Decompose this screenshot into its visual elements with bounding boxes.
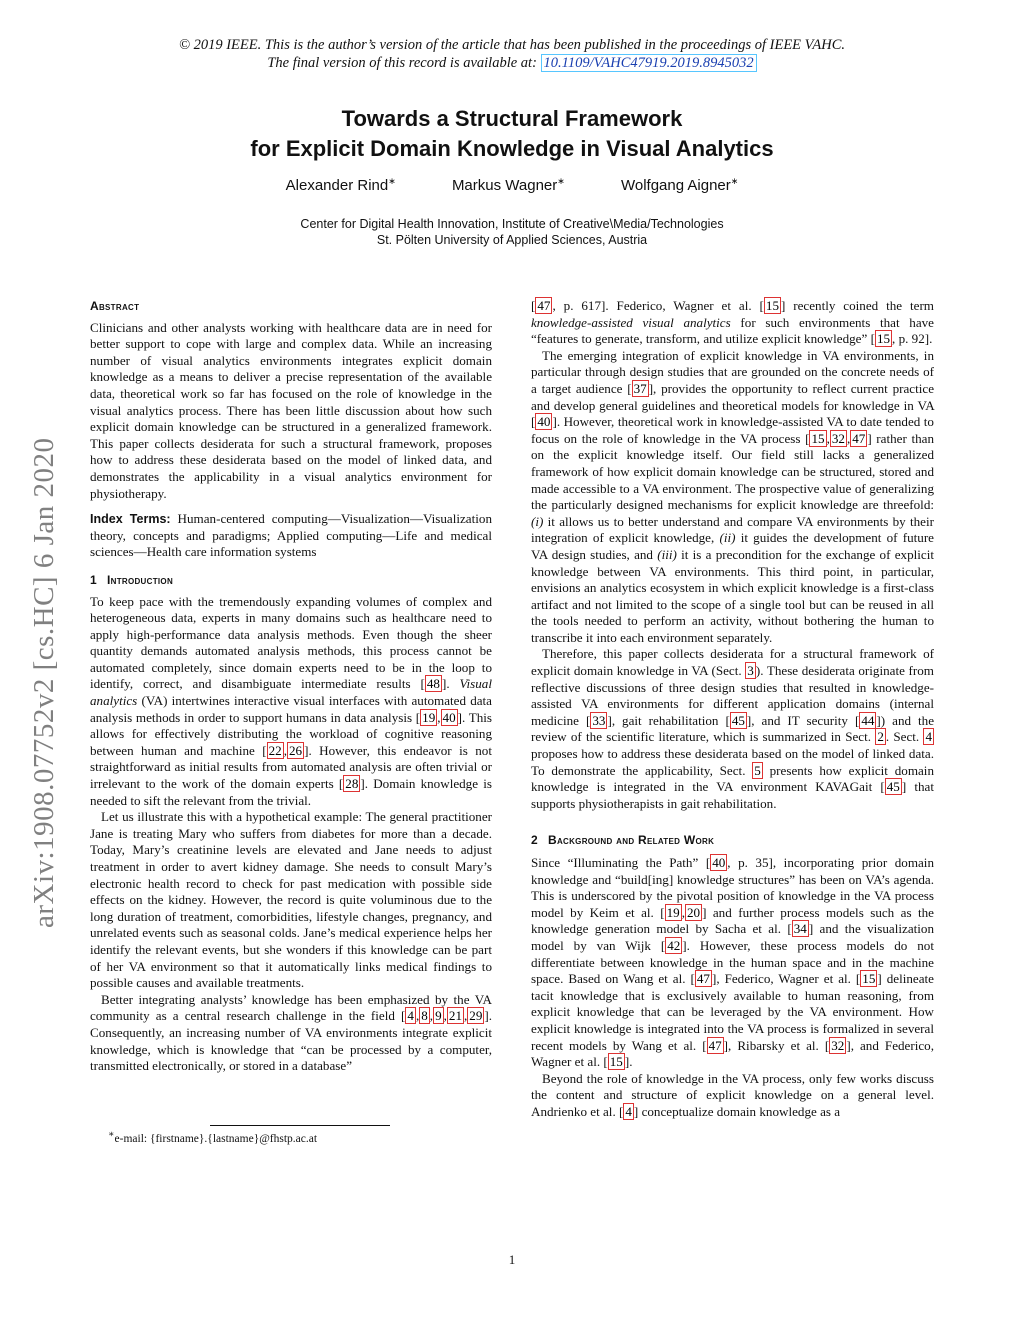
- abstract-heading: Abstract: [90, 299, 140, 313]
- citation[interactable]: 47: [708, 1037, 722, 1053]
- citation[interactable]: 48: [426, 676, 440, 692]
- citation[interactable]: 4: [407, 1008, 414, 1024]
- footnote: [90, 1128, 492, 1146]
- citation[interactable]: 4: [625, 1103, 632, 1119]
- author-footnote-mark: ∗: [730, 176, 739, 186]
- author-footnote-mark: ∗: [557, 176, 565, 186]
- author-1: Alexander Rind∗: [285, 176, 396, 194]
- intro-paragraph-3-continued: [ 47 , p. 617]. Federico, Wagner et al. [ 15 ] recently coined the term knowledge-assisted visual analytics for such environments that have “features to generate, transform, and utilize explicit knowledge” [ 15 , p. 92].: [531, 298, 934, 347]
- title-line-2: for Explicit Domain Knowledge in Visual Analytics: [250, 136, 774, 161]
- intro-paragraph-3: Better integrating analysts’ knowledge has been emphasized by the VA community as a central research challenge in the field [ 4 , 8 , 9 , 21 , 29 ]. Consequently, an increasing number of VA environments integrate explicit knowledge, which is knowledge that “can be processed by a computer, transmitted electronically, or stored in a database”: [90, 991, 492, 1074]
- notice-line-2-prefix: The final version of this record is available at:: [267, 55, 541, 71]
- citation[interactable]: 20: [686, 904, 701, 920]
- footnote-text: e-mail: {firstname}.{lastname}@fhstp.ac.at: [114, 1132, 318, 1145]
- citation[interactable]: 28: [345, 776, 359, 792]
- citation[interactable]: 15: [876, 331, 891, 347]
- citation[interactable]: 34: [793, 921, 807, 937]
- right-column: [531, 298, 934, 1121]
- citation[interactable]: 44: [861, 712, 875, 728]
- section-ref[interactable]: 5: [754, 762, 761, 778]
- citation[interactable]: 15: [862, 971, 876, 987]
- citation[interactable]: 21: [448, 1008, 462, 1024]
- section-ref[interactable]: 4: [925, 729, 933, 745]
- doi-link[interactable]: 10.1109/VAHC47919.2019.8945032: [541, 54, 757, 72]
- citation[interactable]: 29: [469, 1008, 483, 1024]
- footnote-mark: ∗: [108, 1129, 115, 1140]
- citation[interactable]: 9: [435, 1008, 442, 1024]
- affiliation-line-2: St. Pölten University of Applied Sciences, Austria: [376, 233, 648, 247]
- intro-paragraph-5: Therefore, this paper collects desiderata for a structural framework of explicit domain knowledge in VA (Sect. 3 ). These desiderata originate from reflective discussions of three design studies that resulted in knowledge-assisted VA environments for different application domains (internal medicine [ 33 ], gait rehabilitation [ 45 ], and IT security [ 44 ]) and the review of the scientific literature, which is summarized in Sect. 2 . Sect. 4 proposes how to address these desiderata based on the model of linked data. To demonstrate the applicability, Sect. 5 presents how explicit domain knowledge is integrated in the VA environment KAVAGait [ 45 ] that supports physiotherapists in gait rehabilitation.: [531, 646, 935, 811]
- citation[interactable]: 45: [731, 712, 745, 728]
- citation[interactable]: 40: [712, 855, 726, 870]
- copyright-notice: [0, 36, 1024, 72]
- left-column: [90, 298, 492, 1075]
- index-terms: [90, 511, 492, 561]
- intro-paragraph-1: To keep pace with the tremendously expanding volumes of complex and heterogeneous data, experts in many domains such as healthcare need to apply high-performance data analysis methods. Even though the sheer quantity demands automated analysis methods, this process cannot be automated completely, since domain experts need to be in the loop to identify, correct, and disambiguate intermediate results [ 48 ]. Visual analytics (VA) intertwines interactive visual interfaces with automated data analysis methods in order to support humans in data analysis [ 19 , 40 ]. This allows for effectively distributing the workload of cognitive reasoning between human and machine [ 22 , 26 ]. However, this endeavor is not straightforward as initial results from automated analysis are often trivial or irrelevant to the work of the domain experts [ 28 ]. Domain knowledge is needed to sift the relevant from the trivial.: [90, 593, 493, 808]
- citation[interactable]: 26: [288, 742, 303, 758]
- citation[interactable]: 32: [831, 430, 845, 446]
- citation[interactable]: 42: [667, 937, 681, 953]
- author-list: [0, 176, 1024, 194]
- citation[interactable]: 19: [422, 709, 436, 725]
- page-number: 1: [508, 1252, 516, 1267]
- citation[interactable]: 47: [696, 971, 710, 987]
- related-work-paragraph-1: Since “Illuminating the Path” [ 40 , p. 35], incorporating prior domain knowledge and “build[ing] knowledge structures” has been on VA’s agenda. This is underscored by the pivotal position of knowledge in the VA process model by Keim et al. [ 19 , 20 ] and further process models such as the knowledge generation model by Sacha et al. [ 34 ] and the visualization model by van Wijk [ 42 ]. However, these process models do not differentiate between knowledge in the human space and in the machine space. Based on Wang et al. [ 47 ], Federico, Wagner et al. [ 15 ] delineate tacit knowledge that is exclusively available to human reasoning, from explicit knowledge that can be leveraged by the VA environment. How explicit knowledge is integrated into the VA process is formalized in several recent models by Wang et al. [ 47 ], Ribarsky et al. [ 32 ], and Federico, Wagner et al. [ 15 ].: [531, 855, 935, 1070]
- affiliation-line-1: Center for Digital Health Innovation, Institute of Creative\Media/Technologies: [300, 217, 724, 231]
- citation[interactable]: 47: [852, 430, 866, 446]
- author-footnote-mark: ∗: [388, 176, 396, 186]
- author-2: Markus Wagner∗: [451, 176, 565, 194]
- index-terms-text: Human-centered computing—Visualization—Visualization theory, concepts and paradigms; Applied computing—Life and medical sciences—Health care information systems: [90, 511, 492, 560]
- citation[interactable]: 32: [831, 1037, 845, 1053]
- section-ref[interactable]: 3: [747, 663, 754, 679]
- abstract-text: Clinicians and other analysts working with healthcare data are in need for better support to cope with large and complex data. While an increasing number of visual analytics environments integrates explicit domain knowledge as a means to deliver a precise representation of the available data, theoretical work so far has focused on the role of knowledge in the visual analytics process. There has been little discussion about how such explicit domain knowledge can be structured in a generalized framework. This paper collects desiderata for such a structural framework, proposes how to address these desiderata based on the model of linked data, and demonstrates the applicability in a visual analytics environment for physiotherapy.: [90, 319, 492, 501]
- related-work-paragraph-2: Beyond the role of knowledge in the VA process, only few works discuss the content and structure of explicit knowledge on a general level. Andrienko et al. [ 4 ] conceptualize domain knowledge as a: [531, 1070, 934, 1119]
- citation[interactable]: 33: [592, 712, 606, 728]
- citation[interactable]: 22: [268, 742, 282, 758]
- author-3: Wolfgang Aigner∗: [620, 176, 739, 194]
- section-2-heading: 2 Background and Related Work: [531, 833, 715, 848]
- arxiv-stamp: arXiv:1908.07752v2 [cs.HC] 6 Jan 2020: [28, 437, 60, 928]
- section-ref[interactable]: 2: [877, 729, 884, 745]
- citation[interactable]: 37: [633, 380, 647, 396]
- intro-paragraph-2: Let us illustrate this with a hypothetical example: The general practitioner Jane is treating Mary who suffers from diabetes for more than a decade. Today, Mary’s creatinine levels are elevated and Jane needs to adjust treatment in order to avert kidney damage. She needs to consult Mary’s electronic health record to check for past medication with possible side effects on the kidney. However, the record is quite voluminous due to the long duration of treatment, comorbidities, lifestyle changes, pregnancy, and unrelated events such as seasonal colds. Jane’s medical experience helps her identify the relevant events, but she wonders if this knowledge can be part of her VA environment so that it automatically links medical findings to possible causes and available treatments.: [90, 809, 492, 991]
- citation[interactable]: 47: [537, 298, 551, 313]
- citation[interactable]: 45: [886, 779, 900, 795]
- citation[interactable]: 15: [609, 1054, 623, 1070]
- footnote-rule: [210, 1125, 390, 1126]
- citation[interactable]: 15: [811, 430, 825, 446]
- affiliation: [0, 216, 1024, 248]
- citation[interactable]: 15: [765, 298, 779, 313]
- citation[interactable]: 40: [537, 414, 551, 430]
- citation[interactable]: 8: [421, 1008, 428, 1024]
- citation[interactable]: 40: [442, 709, 456, 725]
- paper-title: [0, 104, 1024, 164]
- title-line-1: Towards a Structural Framework: [341, 106, 683, 131]
- index-terms-label: Index Terms:: [90, 512, 171, 527]
- citation[interactable]: 19: [666, 904, 680, 920]
- intro-paragraph-4: The emerging integration of explicit knowledge in VA environments, in particular through design studies that are grounded on the concrete needs of a target audience [ 37 ], provides the opportunity to reflect current practice and develop general guidelines and theoretical models for knowledge in VA [ 40 ]. However, theoretical work in knowledge-assisted VA to date tended to focus on the role of knowledge in the VA process [ 15 , 32 , 47 ] rather than on the explicit knowledge itself. Our field still lacks a generalized framework of how explicit domain knowledge can be structured, stored and made accessible to a VA environment. The prospective value of generalizing the particularly designed mechanisms for explicit knowledge are threefold: (i) it allows us to better understand and compare VA environments by their integration of explicit knowledge, (ii) it guides the development of future VA design studies, and (iii) it is a precondition for the exchange of explicit knowledge between VA environments. This third point, in particular, envisions an analytics ecosystem in which explicit knowledge is a first-class artifact and not limited to the scope of a single tool but can be reused in all the tools needed to perform an activity, without bothering the human to transcribe it into each environment separately.: [531, 347, 935, 645]
- notice-line-1: © 2019 IEEE. This is the author’s version of the article that has been published in the proceedings of IEEE VAHC.: [178, 37, 846, 53]
- section-1-heading: 1 Introduction: [90, 572, 174, 587]
